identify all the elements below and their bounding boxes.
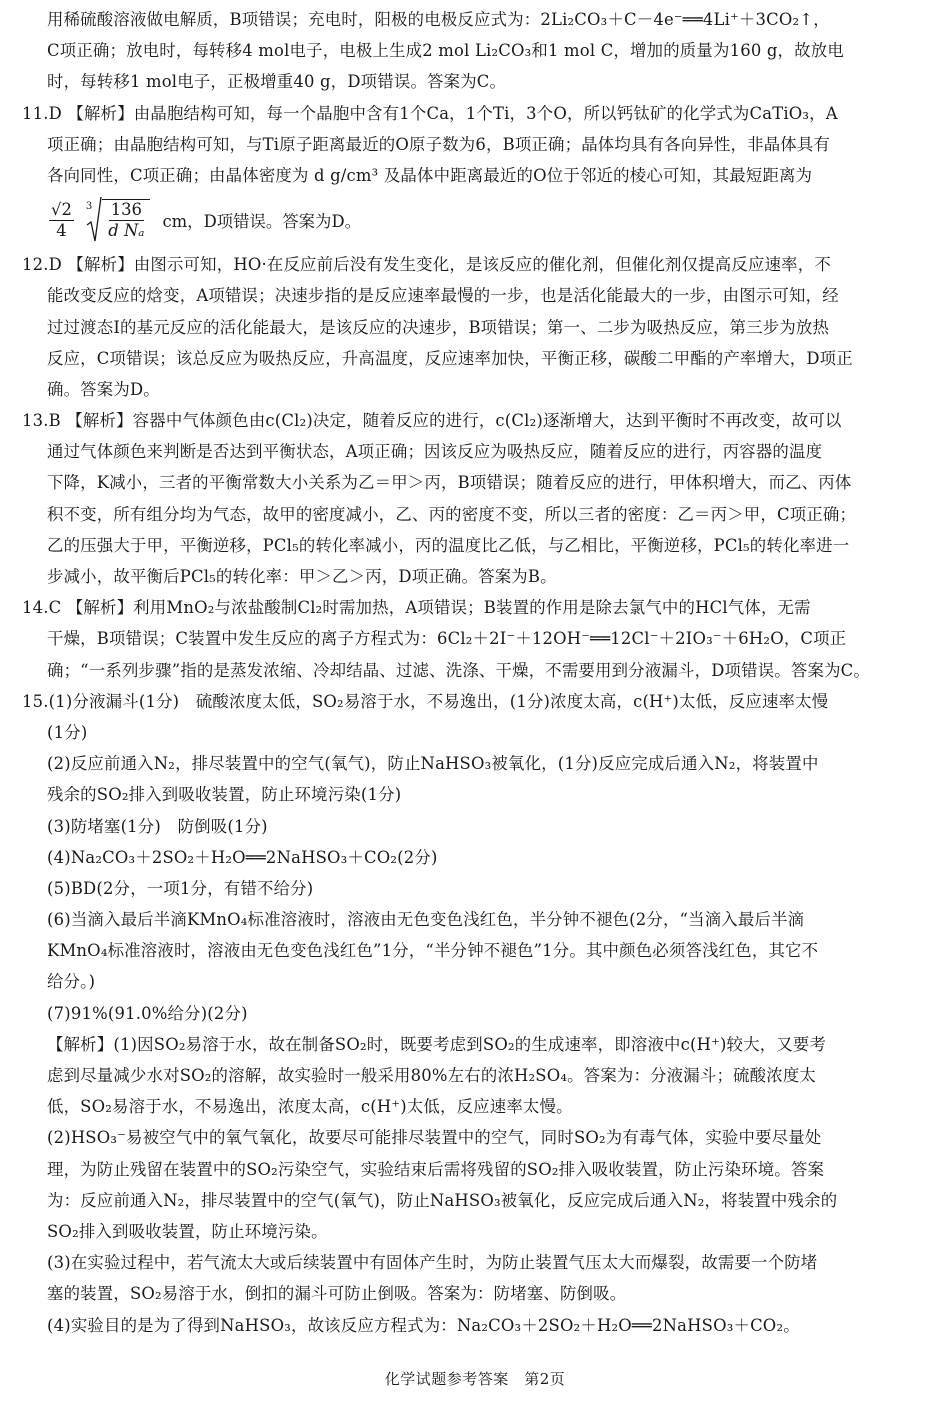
radicand-numerator: 136	[110, 200, 142, 220]
root-index: 3	[85, 200, 93, 212]
text-line: 给分。)	[47, 972, 96, 992]
text-line: C项正确；放电时，每转移4 mol电子，电极上生成2 mol Li₂CO₃和1 mol C，增加的质量为160 g，故放电	[47, 41, 844, 61]
answer-text-block-1	[22, 4, 934, 191]
text-line: 虑到尽量减少水对SO₂的溶解，故实验时一般采用80%左右的浓H₂SO₄。答案为：分液漏斗；硫酸浓度太	[47, 1066, 817, 1085]
text-line: 积不变，所有组分均为气态，故甲的密度减小，乙、丙的密度不变，所以三者的密度：乙＝丙＞甲，C项正确；	[47, 504, 857, 524]
text-line: 残余的SO₂排入到吸收装置，防止环境污染(1分)	[47, 785, 402, 805]
text-line: 为：反应前通入N₂，排尽装置中的空气(氧气)，防止NaHSO₃被氧化，反应完成后通入N₂，将装置中残余的	[47, 1190, 838, 1210]
radicand-fraction	[102, 199, 150, 241]
page-footer: 化学试题参考答案 第2页	[384, 1370, 566, 1388]
answer-text-block-2	[22, 249, 934, 1341]
text-line: (3)防堵塞(1分) 防倒吸(1分)	[47, 816, 268, 836]
fraction-denominator: 4	[56, 220, 67, 240]
text-line: 14.C 【解析】利用MnO₂与浓盐酸制Cl₂时需加热，A项错误；B装置的作用是除去氯气中的HCl气体，无需	[22, 598, 811, 618]
radicand-denominator: d Nₐ	[108, 221, 145, 241]
text-line: 步减小，故平衡后PCl₅的转化率：甲＞乙＞丙，D项正确。答案为B。	[47, 567, 557, 586]
text-line: 下降，K减小，三者的平衡常数大小关系为乙＝甲＞丙，B项错误；随着反应的进行，甲体积增大，而乙、丙体	[47, 473, 852, 493]
text-line: (1分)	[47, 722, 88, 742]
cube-root	[80, 195, 153, 245]
text-line: (5)BD(2分，一项1分，有错不给分)	[47, 878, 314, 898]
text-line: 13.B 【解析】容器中气体颜色由c(Cl₂)决定，随着反应的进行，c(Cl₂)逐渐增大，达到平衡时不再改变，故可以	[22, 411, 842, 431]
q11-conclusion: cm，D项错误。答案为D。	[162, 212, 361, 232]
text-line: 理，为防止残留在装置中的SO₂污染空气，实验结束后需将残留的SO₂排入吸收装置，防止污染环境。答案	[47, 1159, 825, 1179]
text-line: 能改变反应的焓变，A项错误；决速步指的是反应速率最慢的一步，也是活化能最大的一步，由图示可知，经	[47, 286, 839, 306]
text-line: 通过气体颜色来判断是否达到平衡状态，A项正确；因该反应为吸热反应，随着反应的进行，丙容器的温度	[47, 442, 823, 462]
text-line: 项正确；由晶胞结构可知，与Ti原子距离最近的O原子数为6，B项正确；晶体均具有各向异性，非晶体具有	[47, 134, 831, 154]
sqrt2-over-4-fraction	[49, 200, 74, 241]
text-line: (2)反应前通入N₂，排尽装置中的空气(氧气)，防止NaHSO₃被氧化，(1分)反应完成后通入N₂，将装置中	[47, 754, 819, 774]
text-line: 过过渡态Ⅰ的基元反应的活化能最大，是该反应的决速步，B项错误；第一、二步为吸热反应，第三步为放热	[47, 317, 830, 337]
text-line: (4)实验目的是为了得到NaHSO₃，故该反应方程式为：Na₂CO₃＋2SO₂＋H₂O══2NaHSO₃＋CO₂。	[47, 1315, 800, 1335]
text-line: 15.(1)分液漏斗(1分) 硫酸浓度太低，SO₂易溶于水，不易逸出，(1分)浓度太高，c(H⁺)太低，反应速率太慢	[22, 691, 829, 711]
text-line: (6)当滴入最后半滴KMnO₄标准溶液时，溶液由无色变色浅红色，半分钟不褪色(2分，“当滴入最后半滴	[47, 910, 805, 930]
text-line: (4)Na₂CO₃＋2SO₂＋H₂O══2NaHSO₃＋CO₂(2分)	[47, 847, 438, 867]
text-line: (7)91%(91.0%给分)(2分)	[47, 1003, 248, 1023]
fraction-numerator: √2	[51, 199, 72, 219]
text-line: 11.D 【解析】由晶胞结构可知，每一个晶胞中含有1个Ca，1个Ti，3个O，所以钙钛矿的化学式为CaTiO₃，A	[22, 103, 838, 123]
text-line: 【解析】(1)因SO₂易溶于水，故在制备SO₂时，既要考虑到SO₂的生成速率，即溶液中c(H⁺)较大，又要考	[47, 1034, 827, 1054]
text-line: (2)HSO₃⁻易被空气中的氧气氧化，故要尽可能排尽装置中的空气，同时SO₂为有毒气体，实验中要尽量处	[47, 1128, 822, 1148]
text-line: 反应，C项错误；该总反应为吸热反应，升高温度，反应速率加快，平衡正移，碳酸二甲酯的产率增大，D项正	[47, 348, 853, 368]
text-line: 确。答案为D。	[47, 379, 160, 399]
text-line: 各向同性，C项正确；由晶体密度为 d g/cm³ 及晶体中距离最近的O位于邻近的棱心可知，其最短距离为	[47, 165, 813, 185]
text-line: 乙的压强大于甲，平衡逆移，PCl₅的转化率减小，丙的温度比乙低，与乙相比，平衡逆移，PCl₅的转化率进一	[47, 535, 850, 555]
text-line: 低，SO₂易溶于水，不易逸出，浓度太高，c(H⁺)太低，反应速率太慢。	[47, 1097, 573, 1117]
q11-distance-formula	[22, 191, 934, 249]
answer-page	[22, 4, 934, 1341]
text-line: (3)在实验过程中，若气流太大或后续装置中有固体产生时，为防止装置气压太大而爆裂，故需要一个防堵	[47, 1253, 818, 1273]
text-line: KMnO₄标准溶液时，溶液由无色变色浅红色”1分，“半分钟不褪色”1分。其中颜色必须答浅红色，其它不	[47, 941, 819, 961]
text-line: 用稀硫酸溶液做电解质，B项错误；充电时，阳极的电极反应式为：2Li₂CO₃＋C－4e⁻══4Li⁺＋3CO₂↑，	[47, 10, 830, 29]
text-line: 时，每转移1 mol电子，正极增重40 g，D项错误。答案为C。	[47, 72, 507, 92]
text-line: 12.D 【解析】由图示可知，HO·在反应前后没有发生变化，是该反应的催化剂，但催化剂仅提高反应速率，不	[22, 255, 831, 275]
text-line: SO₂排入到吸收装置，防止环境污染。	[47, 1221, 328, 1241]
text-line: 塞的装置，SO₂易溶于水，倒扣的漏斗可防止倒吸。答案为：防堵塞、防倒吸。	[47, 1284, 627, 1304]
text-line: 确；“一系列步骤”指的是蒸发浓缩、冷却结晶、过滤、洗涤、干燥，不需要用到分液漏斗，D项错误。答案为C。	[47, 660, 870, 680]
text-line: 干燥，B项错误；C装置中发生反应的离子方程式为：6Cl₂＋2I⁻＋12OH⁻══12Cl⁻＋2IO₃⁻＋6H₂O，C项正	[47, 629, 847, 649]
